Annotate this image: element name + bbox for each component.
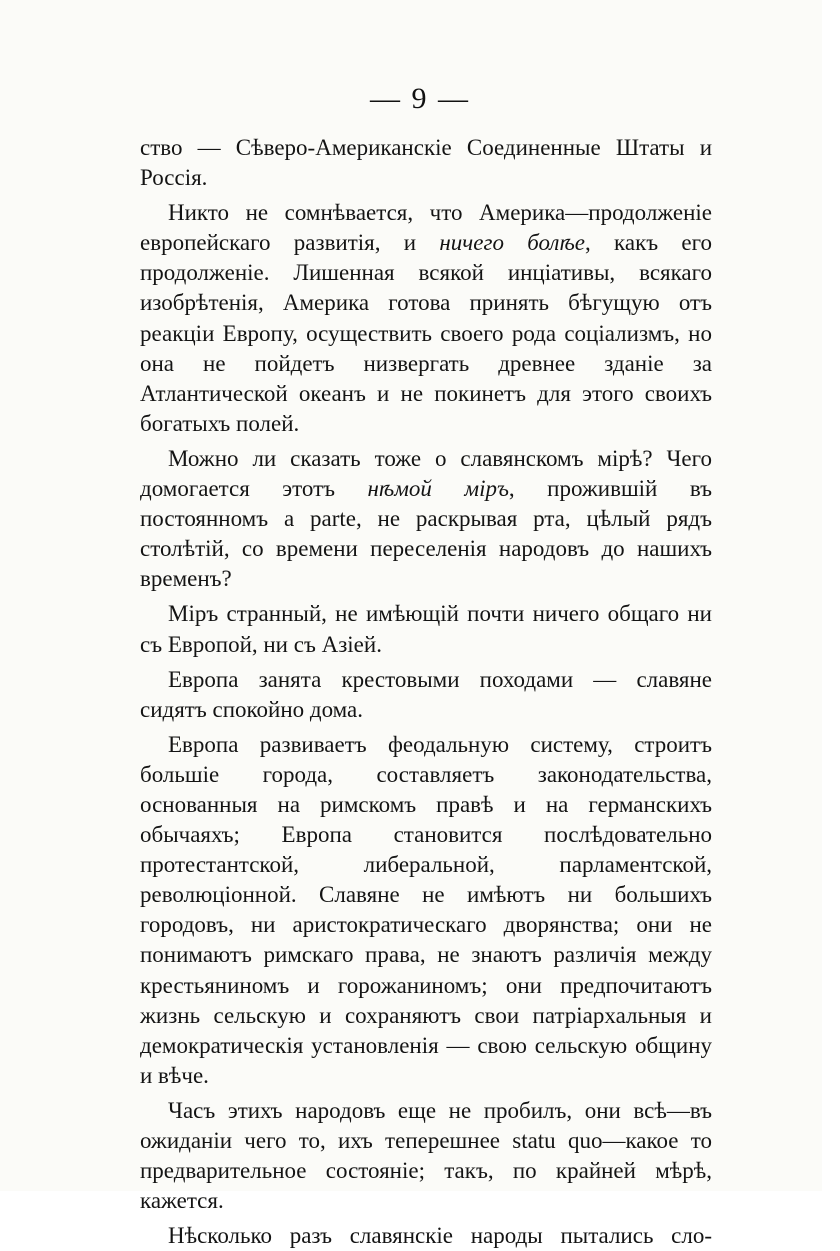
paragraph-america bbox=[140, 198, 712, 439]
paragraph-final-line: Нѣсколько разъ славянскіе народы пытались сло- bbox=[168, 1223, 712, 1249]
paragraph-continued: ство — Сѣверо-Американскіе Соединенные Штаты и Россія. bbox=[140, 135, 712, 191]
italic-emphasis: ничего болѣе bbox=[439, 230, 586, 256]
paragraph-feudal-system: Европа развиваетъ феодальную систему, строитъ большіе города, составляетъ законодательства, основанныя на римскомъ правѣ и на германскихъ обычаяхъ; Европа становится послѣдовательно протестантской, либеральной, парламентской, революціонной. Славяне не имѣютъ ни большихъ городовъ, ни аристократическаго дворянства; они не понимаютъ римскаго права, не знаютъ различія между крестьяниномъ и горожаниномъ; они предпочитаютъ жизнь сельскую и сохраняютъ свои патріархальныя и демократическія установленія — свою сельскую общину и вѣче. bbox=[140, 731, 712, 1088]
paragraph-text: , прожившій въ постоянномъ a parte, не раскрывая рта, цѣлый рядъ столѣтій, со времени переселенія народовъ до нашихъ временъ? bbox=[140, 476, 713, 592]
paragraph-crusades: Европа занята крестовыми походами — славяне сидятъ спокойно дома. bbox=[140, 666, 712, 722]
paragraph-hour-not-struck: Часъ этихъ народовъ еще не пробилъ, они всѣ—въ ожиданіи чего то, ихъ теперешнее statu quo—какое то предварительное состояніе; такъ, по крайней мѣрѣ, кажется. bbox=[140, 1097, 712, 1214]
italic-emphasis: нѣмой міръ bbox=[367, 476, 509, 502]
paragraph-text: Никто не сомнѣвается, что Америка—продолженіе европейскаго развитія, и bbox=[140, 200, 712, 256]
paragraph-text: Можно ли сказать тоже о славянскомъ мірѣ? Чего домогается этотъ bbox=[140, 445, 712, 502]
page-number: — 9 — bbox=[370, 82, 470, 115]
paragraph-slavic-world bbox=[140, 444, 712, 594]
paragraph-text: , какъ его продолженіе. Лишенная всякой инціативы, всякаго изобрѣтенія, Америка готова принять бѣгущую отъ реакціи Европу, осуществить своего рода соціализмъ, но она не пойдетъ низвергать древнее зданіе за Атлантической океанъ и не покинетъ для этого своихъ богатыхъ полей. bbox=[140, 230, 712, 436]
page-text bbox=[140, 133, 712, 1251]
paragraph-strange-world: Міръ странный, не имѣющій почти ничего общаго ни съ Европой, ни съ Азіей. bbox=[140, 601, 712, 657]
page-edge bbox=[822, 0, 840, 1191]
